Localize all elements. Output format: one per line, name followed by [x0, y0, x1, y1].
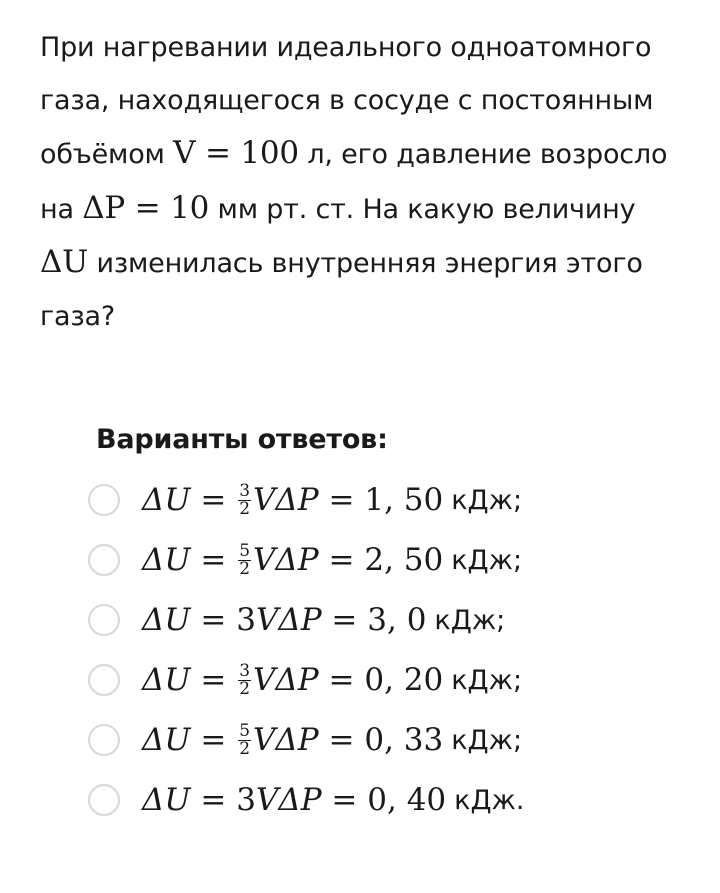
equals-sign: = — [190, 662, 237, 698]
question-part-3: мм рт. ст. На какую величину — [209, 193, 636, 225]
equals-sign: = — [321, 602, 368, 638]
answer-formula — [142, 782, 446, 818]
answer-formula — [142, 662, 443, 698]
fraction-numerator: 5 — [239, 720, 251, 741]
equals-sign: = — [190, 542, 237, 578]
answer-option-5[interactable] — [88, 718, 522, 762]
answer-unit: кДж; — [451, 484, 523, 516]
answer-unit: кДж; — [451, 544, 523, 576]
question-math-volume: V = 100 — [173, 135, 299, 171]
fraction-denominator: 2 — [239, 678, 251, 699]
formula-rest: VΔP — [253, 482, 319, 518]
question-math-energy: ΔU — [40, 244, 89, 280]
equals-sign: = — [318, 722, 365, 758]
formula-coefficient: 3 — [236, 782, 256, 818]
formula-rest: VΔP — [253, 722, 319, 758]
fraction-denominator: 2 — [239, 498, 251, 519]
formula-rest: VΔP — [253, 542, 319, 578]
options-title: Варианты ответов: — [96, 424, 388, 455]
fraction-numerator: 5 — [239, 540, 251, 561]
answer-value: 1, 50 — [364, 482, 444, 518]
answer-value: 3, 0 — [367, 602, 427, 638]
fraction — [238, 660, 251, 699]
equals-sign: = — [321, 782, 368, 818]
answer-option-1[interactable] — [88, 478, 522, 522]
answer-option-6[interactable] — [88, 778, 524, 822]
answer-option-4[interactable] — [88, 658, 522, 702]
question-text — [40, 22, 690, 343]
formula-rest: VΔP — [255, 782, 322, 818]
answer-unit: кДж; — [451, 724, 523, 756]
formula-lhs: ΔU — [142, 782, 191, 818]
answer-value: 0, 20 — [364, 662, 444, 698]
answer-formula — [142, 602, 426, 638]
equals-sign: = — [318, 542, 365, 578]
fraction-denominator: 2 — [239, 738, 251, 759]
equals-sign: = — [190, 782, 237, 818]
formula-lhs: ΔU — [142, 662, 191, 698]
fraction-numerator: 3 — [239, 660, 251, 681]
fraction — [238, 720, 251, 759]
fraction-denominator: 2 — [239, 558, 251, 579]
radio-circle-icon[interactable] — [88, 664, 120, 696]
radio-circle-icon[interactable] — [88, 604, 120, 636]
answer-option-2[interactable] — [88, 538, 522, 582]
formula-lhs: ΔU — [142, 722, 191, 758]
fraction-numerator: 3 — [239, 480, 251, 501]
fraction — [238, 480, 251, 519]
equals-sign: = — [190, 722, 237, 758]
equals-sign: = — [190, 602, 237, 638]
formula-lhs: ΔU — [142, 482, 191, 518]
radio-circle-icon[interactable] — [88, 724, 120, 756]
question-part-1: При нагревании идеального одноатомного газа, находящегося в сосуде с постоянным объёмом — [40, 32, 654, 170]
answer-unit: кДж; — [434, 604, 506, 636]
answer-formula — [142, 482, 443, 518]
formula-lhs: ΔU — [142, 602, 191, 638]
fraction — [238, 540, 251, 579]
answer-formula — [142, 722, 443, 758]
answer-value: 0, 40 — [367, 782, 447, 818]
question-part-2: л, его давление возросло на — [40, 139, 668, 225]
radio-circle-icon[interactable] — [88, 784, 120, 816]
equals-sign: = — [190, 482, 237, 518]
radio-circle-icon[interactable] — [88, 484, 120, 516]
answer-unit: кДж; — [451, 664, 523, 696]
answer-value: 0, 33 — [364, 722, 444, 758]
answer-formula — [142, 542, 443, 578]
equals-sign: = — [318, 482, 365, 518]
formula-rest: VΔP — [253, 662, 319, 698]
formula-coefficient: 3 — [236, 602, 256, 638]
equals-sign: = — [318, 662, 365, 698]
question-math-pressure: ΔP = 10 — [82, 189, 210, 226]
formula-lhs: ΔU — [142, 542, 191, 578]
answer-value: 2, 50 — [364, 542, 444, 578]
question-part-4: изменилась внутренняя энергия этого газа? — [40, 248, 643, 332]
radio-circle-icon[interactable] — [88, 544, 120, 576]
answer-unit: кДж. — [454, 784, 525, 816]
formula-rest: VΔP — [255, 602, 322, 638]
answer-option-3[interactable] — [88, 598, 505, 642]
